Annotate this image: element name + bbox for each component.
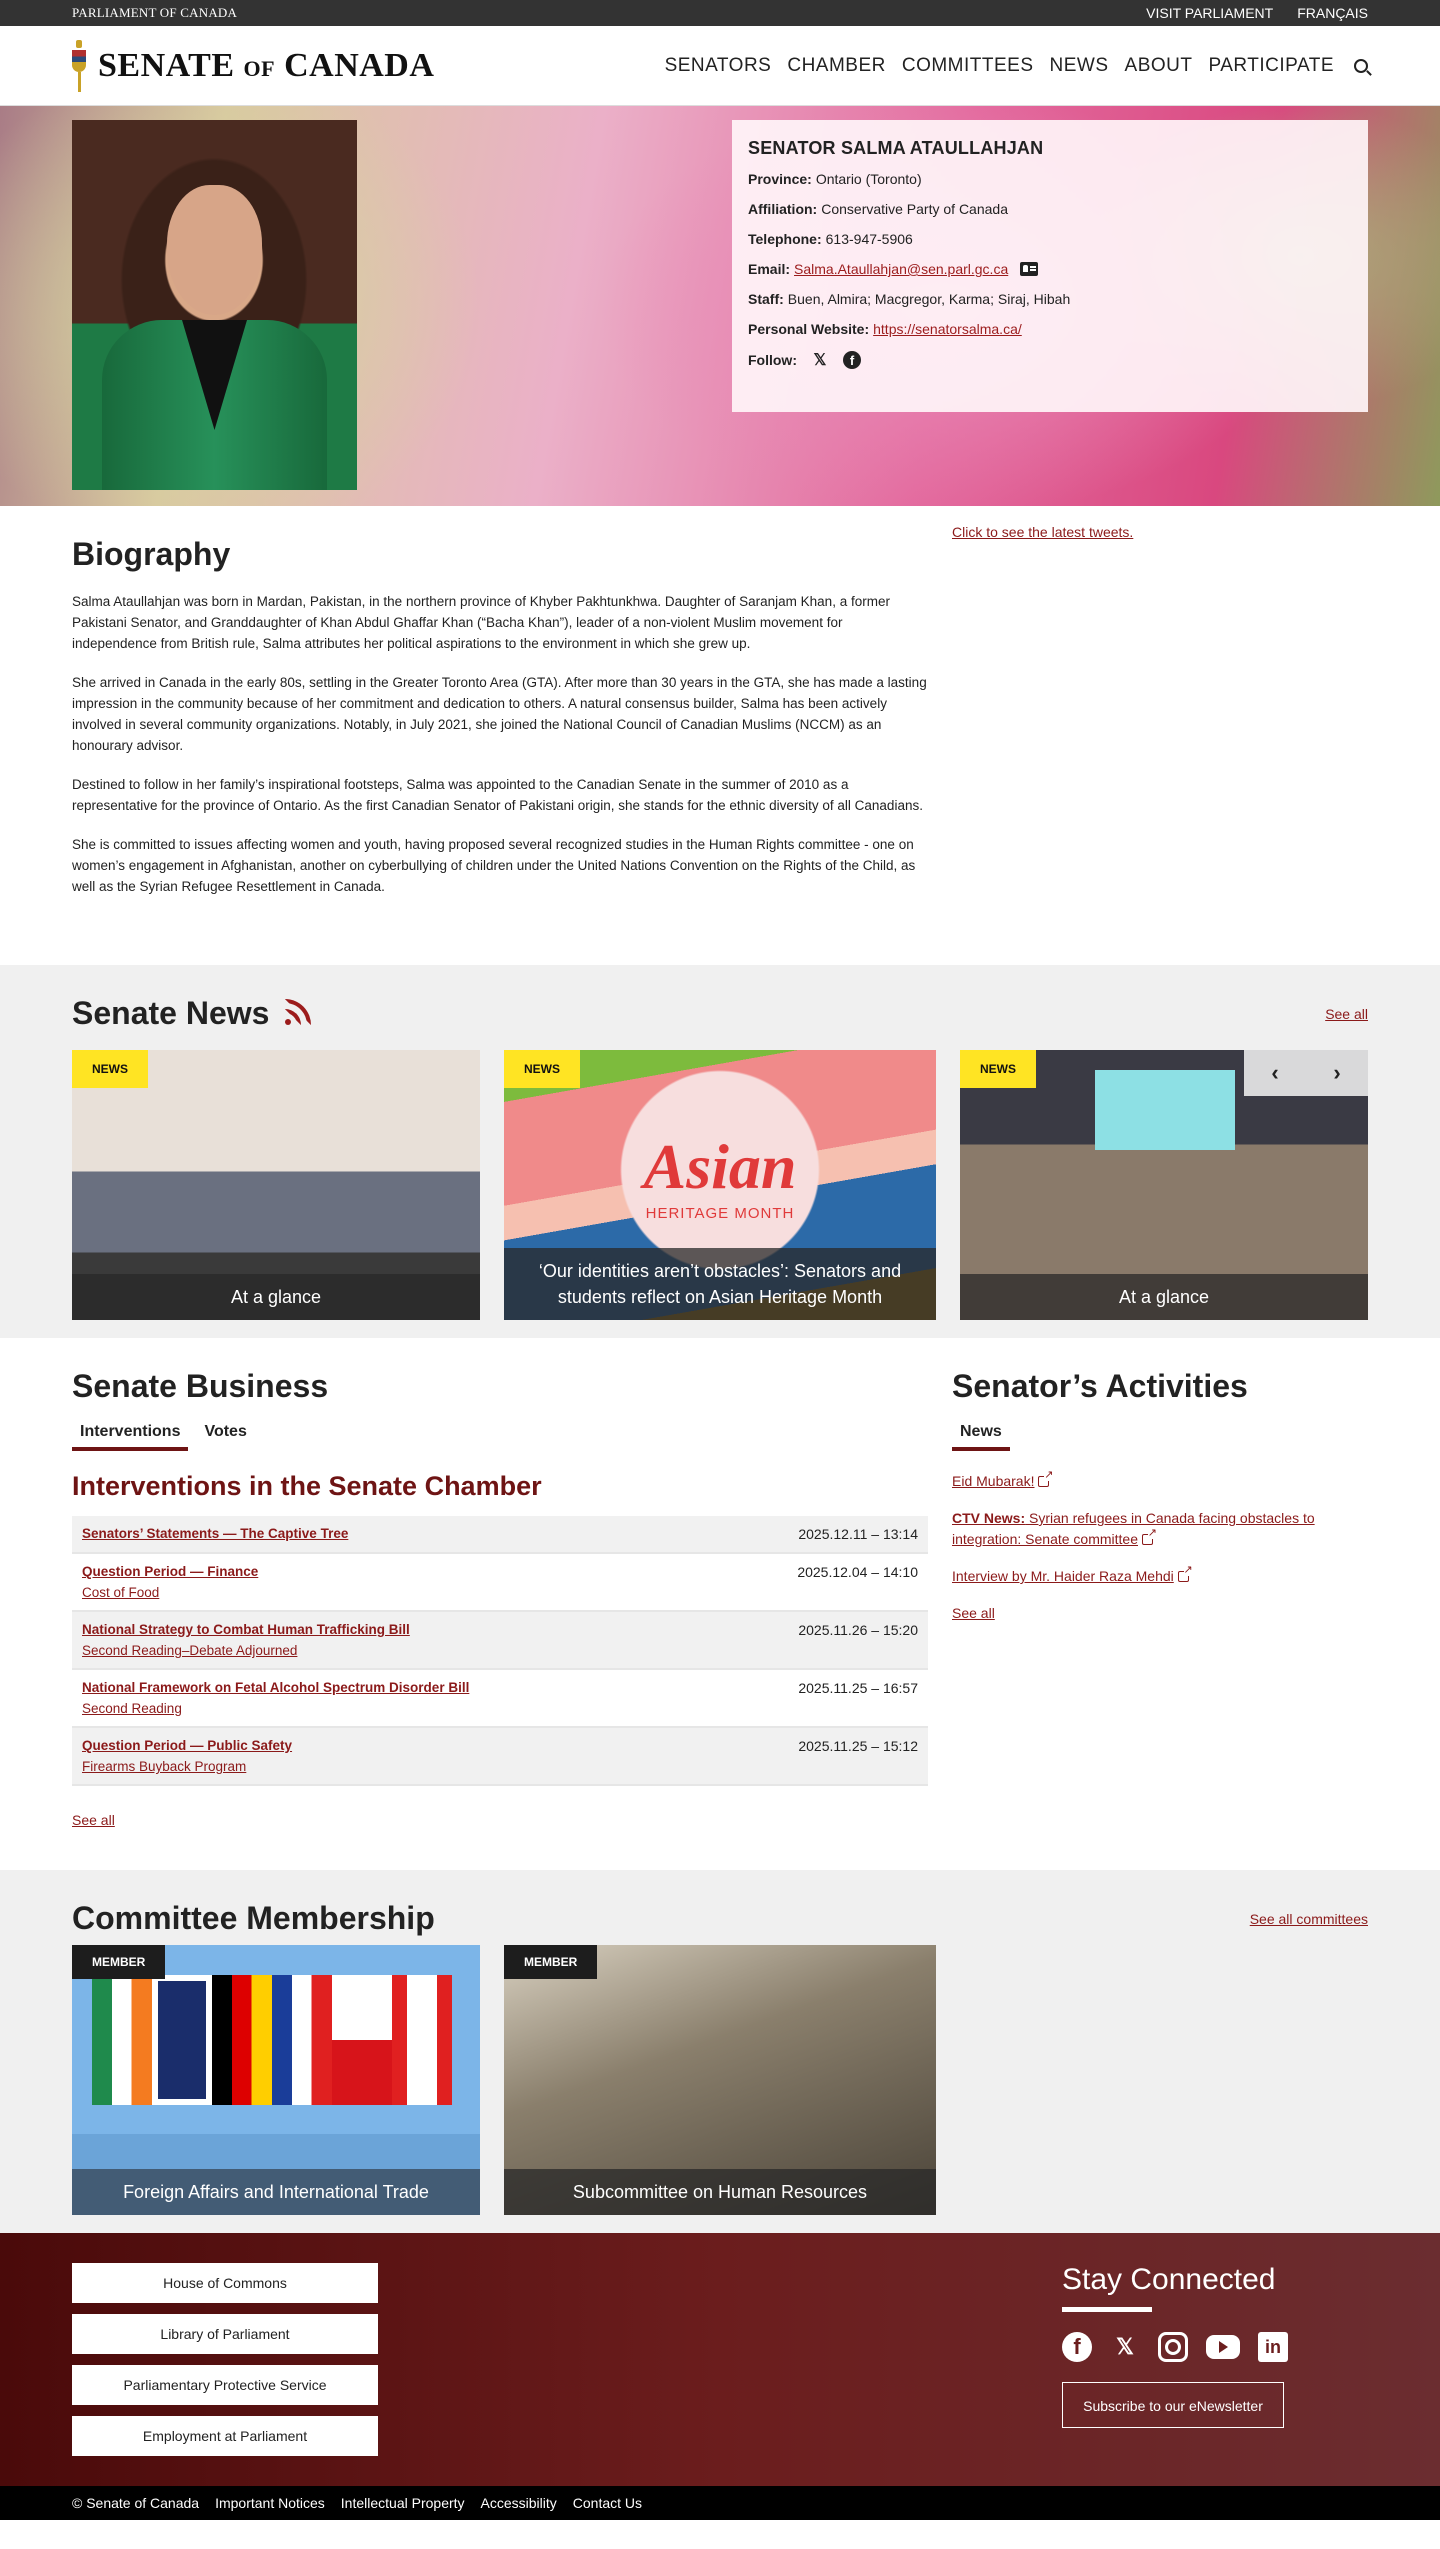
affiliation-value: Conservative Party of Canada [821, 201, 1008, 217]
intervention-title-link[interactable]: National Framework on Fetal Alcohol Spectrum Disorder Bill [82, 1680, 470, 1695]
nav-about[interactable]: ABOUT [1124, 55, 1193, 76]
x-icon[interactable]: 𝕏 [1116, 2334, 1134, 2359]
province-row: Province: Ontario (Toronto) [748, 171, 922, 187]
news-card-caption: At a glance [960, 1274, 1368, 1320]
site-footer [0, 2233, 1440, 2486]
intervention-subtitle-link[interactable]: Second Reading–Debate Adjourned [82, 1643, 298, 1658]
nav-participate[interactable]: PARTICIPATE [1208, 55, 1334, 76]
interventions-subtitle: Interventions in the Senate Chamber [72, 1471, 542, 1501]
bottom-bar [0, 2486, 1440, 2520]
email-link[interactable]: Salma.Ataullahjan@sen.parl.gc.ca [794, 261, 1009, 277]
senate-logo[interactable] [72, 40, 434, 92]
intervention-row [72, 1612, 928, 1670]
member-tag: MEMBER [72, 1945, 165, 1979]
x-icon[interactable]: 𝕏 [813, 352, 827, 369]
vcard-icon[interactable] [1020, 262, 1038, 276]
activity-link[interactable]: CTV News: Syrian refugees in Canada facing obstacles to integration: Senate committee [952, 1510, 1315, 1547]
top-bar [0, 0, 1440, 26]
activity-link[interactable]: Interview by Mr. Haider Raza Mehdi [952, 1568, 1174, 1584]
senator-profile-card [732, 120, 1368, 412]
staff-row: Staff: Buen, Almira; Macgregor, Karma; Siraj, Hibah [748, 291, 1071, 307]
facebook-icon[interactable]: f [843, 351, 861, 369]
bio-paragraph: She arrived in Canada in the early 80s, settling in the Greater Toronto Area (GTA). After more than 30 years in the GTA, she has made a lasting impression in the community because of her commitment and dedication to others. A natural consensus builder, Salma has been actively involved in several community organizations. Notably, in July 2021, she joined the National Council of Canadian Muslims (NCCM) as an honourary advisor. [72, 675, 927, 753]
intervention-date: 2025.11.26 – 15:20 [798, 1622, 918, 1638]
divider [1062, 2307, 1152, 2312]
site-header [0, 26, 1440, 106]
intervention-subtitle-link[interactable]: Second Reading [82, 1701, 182, 1716]
latest-tweets-link[interactable]: Click to see the latest tweets. [952, 524, 1134, 540]
contact-us-link[interactable]: Contact Us [572, 2495, 643, 2511]
linkedin-icon[interactable]: in [1258, 2332, 1288, 2362]
interventions-see-all-link[interactable]: See all [72, 1812, 115, 1828]
committee-card[interactable] [504, 1945, 936, 2215]
staff-value: Buen, Almira; Macgregor, Karma; Siraj, Hibah [787, 291, 1071, 307]
biography-title: Biography [72, 536, 231, 572]
external-link-icon [1178, 1571, 1189, 1582]
intervention-date: 2025.12.04 – 14:10 [797, 1564, 918, 1580]
employment-link[interactable]: Employment at Parliament [72, 2416, 378, 2456]
activities-title: Senator’s Activities [952, 1368, 1248, 1404]
external-link-icon [1038, 1476, 1049, 1487]
senate-business-section [0, 1338, 1440, 1870]
intervention-row [72, 1554, 928, 1612]
biography-section [0, 506, 1440, 965]
facebook-icon[interactable]: f [1062, 2332, 1092, 2362]
news-tag: NEWS [72, 1050, 148, 1088]
see-all-committees-link[interactable]: See all committees [1249, 1910, 1368, 1927]
province-value: Ontario (Toronto) [815, 171, 922, 187]
senate-business-title: Senate Business [72, 1368, 329, 1404]
parliament-brand[interactable]: PARLIAMENT OF CANADA [72, 5, 238, 20]
intervention-title-link[interactable]: Question Period — Finance [82, 1564, 259, 1579]
member-tag: MEMBER [504, 1945, 597, 1979]
intervention-subtitle-link[interactable]: Firearms Buyback Program [82, 1759, 247, 1774]
follow-row: Follow: 𝕏 f [748, 351, 1352, 369]
senator-activities [952, 1368, 1368, 1830]
intervention-date: 2025.11.25 – 15:12 [798, 1738, 918, 1754]
copyright-link[interactable]: © Senate of Canada [72, 2495, 200, 2511]
chevron-left-icon[interactable]: ‹ [1271, 1060, 1279, 1085]
intervention-date: 2025.12.11 – 13:14 [798, 1526, 918, 1542]
intervention-row [72, 1516, 928, 1554]
activities-see-all-link[interactable]: See all [952, 1605, 995, 1621]
committee-membership-section [0, 1870, 1440, 2233]
visit-parliament-link[interactable]: VISIT PARLIAMENT [1146, 5, 1274, 21]
website-row: Personal Website: https://senatorsalma.ca/ [748, 321, 1022, 337]
nav-senators[interactable]: SENATORS [664, 55, 772, 76]
chevron-right-icon[interactable]: › [1333, 1060, 1341, 1085]
telephone-row: Telephone: 613-947-5906 [748, 231, 913, 247]
email-row: Email: Salma.Ataullahjan@sen.parl.gc.ca [748, 261, 1352, 277]
tab-interventions[interactable]: Interventions [72, 1423, 188, 1451]
external-link-icon [1142, 1534, 1153, 1545]
intervention-row [72, 1670, 928, 1728]
stay-connected-title: Stay Connected [1062, 2263, 1276, 2296]
nav-chamber[interactable]: CHAMBER [787, 55, 886, 76]
protective-service-link[interactable]: Parliamentary Protective Service [72, 2365, 378, 2405]
bio-paragraph: Salma Ataullahjan was born in Mardan, Pakistan, in the northern province of Khyber Pakhtunkhwa. Daughter of Saranjam Khan, a former Pakistani Senator, and Granddaughter of Khan Abdul Ghaffar Khan (“Bacha Khan”), leader of a non-violent Muslim movement for independence from British rule, Salma attributes her political aspirations to the environment in which she grew up. [72, 594, 890, 651]
news-card[interactable]: NEWS Asian HERITAGE MONTH ‘Our identities aren’t obstacles’: Senators and students reflect on Asian Heritage Month [504, 1050, 936, 1320]
news-tag: NEWS [504, 1050, 580, 1088]
intervention-title-link[interactable]: National Strategy to Combat Human Trafficking Bill [82, 1622, 410, 1637]
tab-votes[interactable]: Votes [204, 1423, 247, 1440]
senator-name: SENATOR SALMA ATAULLAHJAN [748, 138, 1044, 158]
news-card-caption: ‘Our identities aren’t obstacles’: Senators and students reflect on Asian Heritage Month [504, 1248, 936, 1320]
logo-text: SENATE OF CANADA [98, 47, 435, 84]
telephone-value: 613-947-5906 [825, 231, 913, 247]
news-card[interactable] [72, 1050, 480, 1320]
intellectual-property-link[interactable]: Intellectual Property [340, 2495, 465, 2511]
news-see-all-link[interactable]: See all [1325, 1005, 1368, 1022]
committee-caption: Subcommittee on Human Resources [504, 2169, 936, 2215]
intervention-title-link[interactable]: Question Period — Public Safety [82, 1738, 293, 1753]
business-tabs [72, 1423, 928, 1451]
senate-news-section [0, 965, 1440, 1338]
news-card-caption: At a glance [72, 1274, 480, 1320]
news-tag: NEWS [960, 1050, 1036, 1088]
nav-committees[interactable]: COMMITTEES [901, 55, 1034, 76]
asian-heritage-graphic: Asian [643, 1131, 797, 1202]
affiliation-row: Affiliation: Conservative Party of Canada [748, 201, 1008, 217]
instagram-icon[interactable] [1158, 2332, 1188, 2362]
main-nav [665, 55, 1368, 77]
tab-news[interactable]: News [952, 1423, 1010, 1451]
subscribe-newsletter-button[interactable]: Subscribe to our eNewsletter [1062, 2382, 1284, 2428]
bio-paragraph: Destined to follow in her family’s inspirational footsteps, Salma was appointed to the Canadian Senate in the summer of 2010 as a representative for the province of Ontario. As the first Canadian Senator of Pakistani origin, she stands for the ethnic diversity of all Canadians. [72, 777, 923, 813]
nav-news[interactable]: NEWS [1049, 55, 1109, 76]
news-card[interactable] [960, 1050, 1368, 1320]
website-link[interactable]: https://senatorsalma.ca/ [873, 321, 1022, 337]
youtube-icon[interactable] [1206, 2335, 1240, 2359]
accessibility-link[interactable]: Accessibility [480, 2495, 557, 2511]
activity-link[interactable]: Eid Mubarak! [952, 1473, 1035, 1489]
parliament-links [72, 2263, 378, 2456]
house-of-commons-link[interactable]: House of Commons [72, 2263, 378, 2303]
intervention-subtitle-link[interactable]: Cost of Food [82, 1585, 160, 1600]
committee-card[interactable] [72, 1945, 480, 2215]
library-of-parliament-link[interactable]: Library of Parliament [72, 2314, 378, 2354]
important-notices-link[interactable]: Important Notices [215, 2495, 325, 2511]
senator-hero [0, 106, 1440, 506]
mace-emblem-icon [72, 40, 86, 92]
committee-membership-title: Committee Membership [72, 1900, 435, 1936]
bio-paragraph: She is committed to issues affecting women and youth, having proposed several recognized studies in the Human Rights committee - one on women’s engagement in Afghanistan, another on cyberbullying of children under the United Nations Convention on the Rights of the Child, as well as the Syrian Refugee Resettlement in Canada. [72, 837, 916, 894]
committee-caption: Foreign Affairs and International Trade [72, 2169, 480, 2215]
stay-connected [1062, 2263, 1368, 2456]
intervention-date: 2025.11.25 – 16:57 [798, 1680, 918, 1696]
language-toggle-link[interactable]: FRANÇAIS [1297, 5, 1368, 21]
senate-news-title: Senate News [72, 995, 309, 1032]
search-icon[interactable] [1354, 59, 1368, 73]
intervention-row [72, 1728, 928, 1786]
intervention-title-link[interactable]: Senators’ Statements — The Captive Tree [82, 1526, 349, 1541]
carousel-controls [1244, 1050, 1368, 1096]
senator-portrait [72, 120, 357, 490]
rss-feed-icon[interactable] [283, 1001, 309, 1027]
